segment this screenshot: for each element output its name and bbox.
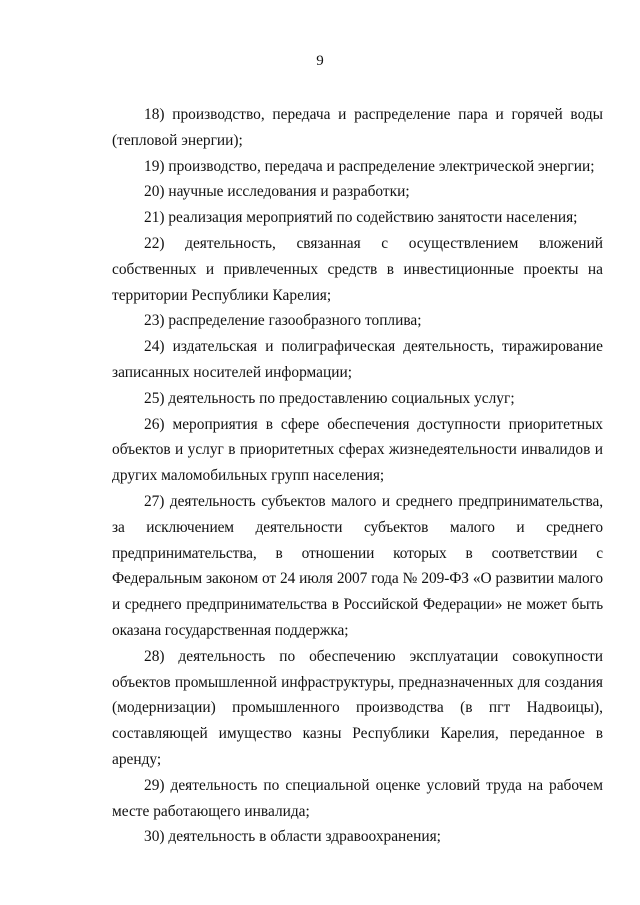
list-item-18: 18) производство, передача и распределение пара и горячей воды (тепловой энергии); [112,106,603,149]
list-item-25: 25) деятельность по предоставлению социальных услуг; [144,389,515,407]
list-item-23: 23) распределение газообразного топлива; [144,312,422,330]
list-item-29: 29) деятельность по специальной оценке условий труда на рабочем месте работающего инвалида; [112,776,603,820]
list-item-20: 20) научные исследования и разработки; [144,183,410,201]
list-item-28: 28) деятельность по обеспечению эксплуатации совокупности объектов промышленной инфраструктуры, предназначенных для создания (модернизации) промышленного производства (в пгт Надвоицы), составляющей имущество казны Республики Карелия, переданное в аренду; [112,647,603,768]
list-item-27: 27) деятельность субъектов малого и среднего предпринимательства, за исключением деятельности субъектов малого и среднего предпринимательства, в отношении которых в соответствии с Федеральным законом от 24 июля 2007 года № 209-ФЗ «О развитии малого и среднего предпринимательства в Российской Федерации» не может быть оказана государственная поддержка; [112,492,603,639]
list-item-22: 22) деятельность, связанная с осуществлением вложений собственных и привлеченных средств в инвестиционные проекты на территории Республики Карелия; [112,234,603,304]
list-item-21: 21) реализация мероприятий по содействию занятости населения; [144,209,578,227]
list-item-19: 19) производство, передача и распределение электрической энергии; [144,157,595,175]
list-item-24: 24) издательская и полиграфическая деятельность, тиражирование записанных носителей информации; [112,338,603,381]
document-body [112,102,603,850]
page-number: 9 [316,53,324,69]
list-item-26: 26) мероприятия в сфере обеспечения доступности приоритетных объектов и услуг в приоритетных сферах жизнедеятельности инвалидов и других маломобильных групп населения; [112,415,603,485]
list-item-30: 30) деятельность в области здравоохранения; [144,828,441,846]
